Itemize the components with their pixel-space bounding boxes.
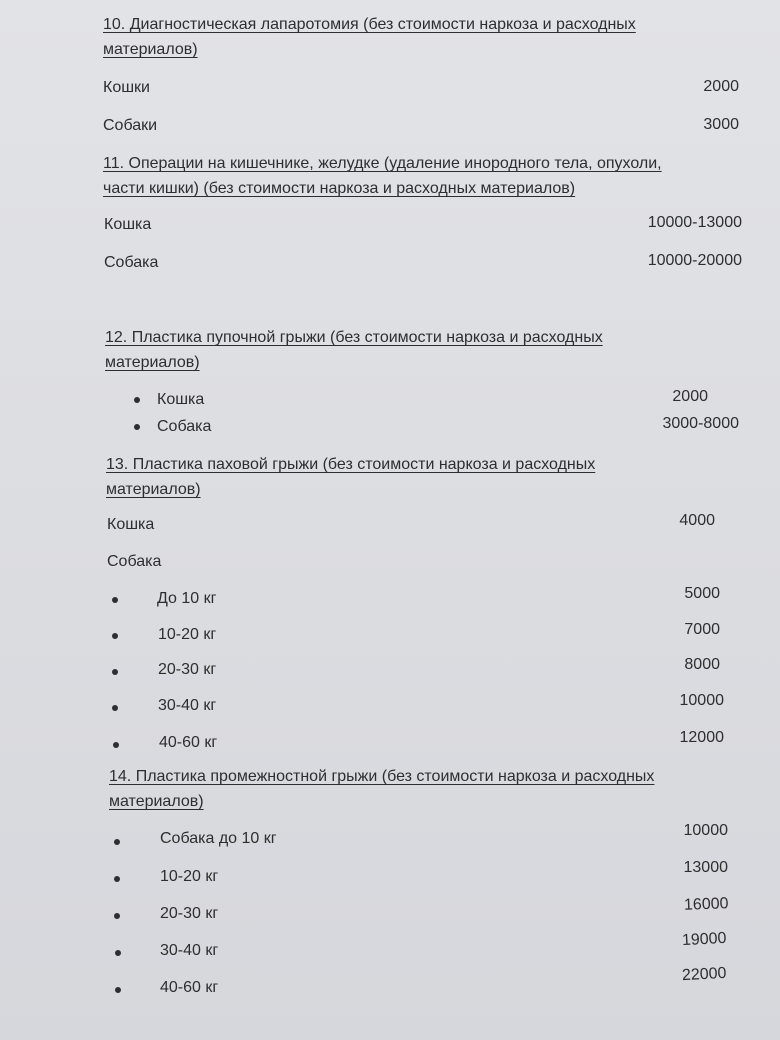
- bullet-icon: [112, 669, 118, 675]
- section-13-row-label: 40-60 кг: [159, 734, 218, 751]
- section-14-row-price: 22000: [681, 964, 727, 985]
- heading-line: 13. Пластика паховой грыжи (без стоимости наркоза и расходных: [106, 456, 596, 473]
- section-11-dog-price: 10000-20000: [647, 252, 742, 269]
- section-10-cats-price: 2000: [703, 78, 739, 95]
- bullet-icon: [114, 876, 120, 882]
- section-11-heading: [103, 151, 662, 201]
- section-13-cat-label: Кошка: [107, 516, 155, 533]
- section-13-row-price: 5000: [684, 585, 720, 602]
- section-10-dogs-price: 3000: [703, 116, 739, 133]
- section-11-dog-label: Собака: [104, 254, 159, 271]
- section-13-heading: [106, 452, 595, 502]
- section-14-heading: [109, 764, 654, 814]
- heading-line: 12. Пластика пупочной грыжи (без стоимости наркоза и расходных: [105, 329, 603, 346]
- heading-line: материалов): [103, 41, 198, 58]
- heading-line: материалов): [106, 481, 201, 498]
- bullet-icon: [113, 742, 119, 748]
- section-14-row-label: 30-40 кг: [160, 942, 219, 959]
- section-13-row-label: 30-40 кг: [158, 697, 217, 714]
- bullet-icon: [134, 424, 140, 430]
- section-13-row-price: 8000: [684, 656, 720, 673]
- section-14-row-label: 10-20 кг: [160, 868, 219, 885]
- heading-line: 10. Диагностическая лапаротомия (без стоимости наркоза и расходных: [103, 16, 636, 33]
- section-13-row-price: 12000: [679, 729, 724, 746]
- section-13-row-label: 10-20 кг: [158, 626, 217, 643]
- bullet-icon: [114, 839, 120, 845]
- section-14-row-label: 20-30 кг: [160, 905, 219, 922]
- bullet-icon: [114, 913, 120, 919]
- bullet-icon: [115, 950, 121, 956]
- heading-line: 14. Пластика промежностной грыжи (без стоимости наркоза и расходных: [109, 768, 655, 785]
- bullet-icon: [134, 397, 140, 403]
- section-12-heading: [105, 325, 603, 375]
- section-11-cat-price: 10000-13000: [647, 214, 742, 231]
- bullet-icon: [115, 987, 121, 993]
- section-13-row-label: 20-30 кг: [158, 661, 217, 678]
- bullet-icon: [112, 597, 118, 603]
- section-13-row-label: До 10 кг: [157, 590, 217, 607]
- section-14-row-label: 40-60 кг: [160, 979, 219, 996]
- section-13-row-price: 10000: [679, 692, 724, 709]
- bullet-icon: [112, 705, 118, 711]
- heading-line: материалов): [109, 793, 204, 810]
- section-11-cat-label: Кошка: [104, 216, 152, 233]
- section-14-row-label: Собака до 10 кг: [160, 830, 277, 847]
- section-10-dogs-label: Собаки: [103, 117, 158, 134]
- section-12-cat-label: Кошка: [157, 391, 205, 408]
- section-14-row-price: 19000: [681, 929, 727, 950]
- section-13-dog-label: Собака: [107, 553, 162, 570]
- section-12-dog-label: Собака: [157, 418, 212, 435]
- section-10-heading: [103, 12, 636, 62]
- section-12-cat-price: 2000: [672, 388, 708, 405]
- heading-line: части кишки) (без стоимости наркоза и расходных материалов): [103, 180, 576, 197]
- section-12-dog-price: 3000-8000: [662, 415, 739, 432]
- section-14-row-price: 10000: [683, 822, 728, 839]
- section-14-row-price: 13000: [683, 859, 728, 876]
- section-14-row-price: 16000: [683, 895, 729, 914]
- section-13-cat-price: 4000: [679, 512, 715, 529]
- heading-line: материалов): [105, 354, 200, 371]
- section-13-row-price: 7000: [684, 621, 720, 638]
- section-10-cats-label: Кошки: [103, 79, 150, 96]
- heading-line: 11. Операции на кишечнике, желудке (удаление инородного тела, опухоли,: [103, 155, 662, 172]
- bullet-icon: [112, 633, 118, 639]
